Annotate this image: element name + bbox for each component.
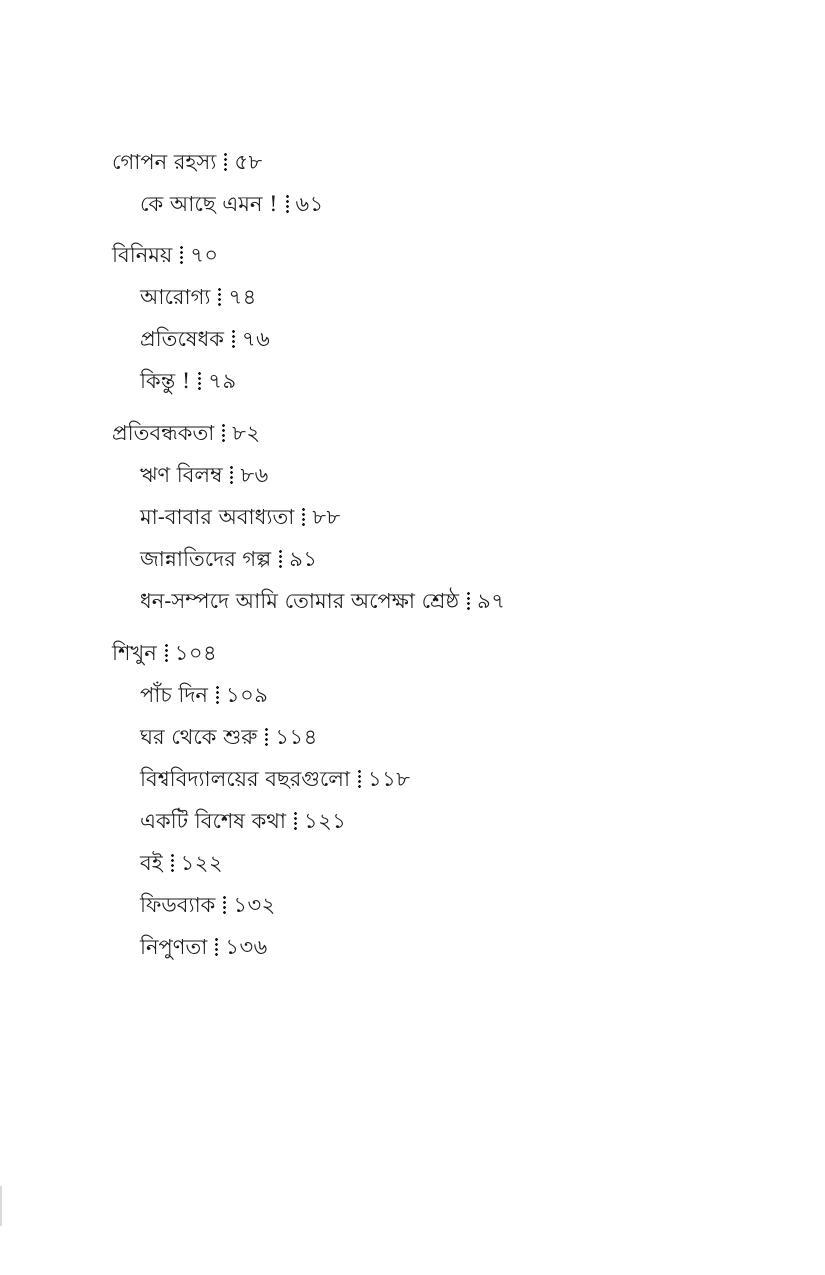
toc-entry-title: কিন্তু ! — [140, 369, 191, 393]
toc-entry-page: ৫৮ — [234, 150, 263, 174]
toc-entry-title: একটি বিশেষ কথা — [140, 809, 286, 833]
toc-entry-title: শিখুন — [112, 641, 157, 665]
toc-entry-title: ঘর থেকে শুরু — [140, 725, 258, 749]
toc-subentry[interactable] — [140, 807, 346, 835]
toc-entry-page: ৮৬ — [240, 463, 269, 487]
dotted-separator — [302, 507, 305, 527]
dotted-separator — [171, 853, 174, 873]
toc-entry-title: ঋণ বিলম্ব — [140, 463, 223, 487]
toc-subentry[interactable] — [140, 367, 237, 395]
toc-section-entry[interactable] — [112, 639, 217, 667]
page-edge-shadow — [0, 1186, 2, 1226]
toc-entry-title: জান্নাতিদের গল্প — [140, 547, 272, 571]
dotted-separator — [224, 152, 227, 172]
toc-subentry[interactable] — [140, 283, 257, 311]
toc-section-entry[interactable] — [112, 148, 263, 176]
toc-entry-title: ফিডব্যাক — [140, 893, 216, 917]
toc-subentry[interactable] — [140, 765, 410, 793]
toc-entry-page: ৭৯ — [208, 369, 237, 393]
dotted-separator — [286, 194, 289, 214]
toc-subentry[interactable] — [140, 891, 276, 919]
toc-entry-title: কে আছে এমন ! — [140, 192, 278, 216]
toc-entry-title: প্রতিবন্ধকতা — [112, 421, 215, 445]
toc-entry-title: নিপুণতা — [140, 935, 208, 959]
dotted-separator — [215, 937, 218, 957]
toc-entry-page: ৭৬ — [241, 327, 271, 351]
toc-entry-page: ৭০ — [190, 243, 219, 267]
dotted-separator — [165, 643, 168, 663]
toc-subentry[interactable] — [140, 503, 341, 531]
toc-entry-title: আরোগ্য — [140, 285, 211, 309]
toc-subentry[interactable] — [140, 190, 324, 218]
toc-subentry[interactable] — [140, 461, 269, 489]
dotted-separator — [198, 371, 201, 391]
toc-entry-page: ৬১ — [295, 192, 324, 216]
dotted-separator — [358, 769, 361, 789]
toc-entry-page: ১৩৬ — [225, 935, 268, 959]
toc-entry-page: ৮২ — [232, 421, 261, 445]
toc-subentry[interactable] — [140, 933, 268, 961]
toc-section-entry[interactable] — [112, 241, 219, 269]
toc-entry-page: ১৩২ — [233, 893, 276, 917]
toc-entry-title: পাঁচ দিন — [140, 683, 208, 707]
toc-section-entry[interactable] — [112, 419, 261, 447]
dotted-separator — [279, 549, 282, 569]
dotted-separator — [222, 423, 225, 443]
dotted-separator — [467, 591, 470, 611]
toc-entry-title: প্রতিষেধক — [140, 327, 224, 351]
toc-entry-page: ৭৪ — [228, 285, 257, 309]
toc-entry-page: ১১৮ — [368, 767, 411, 791]
toc-entry-title: বিনিময় — [112, 243, 173, 267]
dotted-separator — [265, 727, 268, 747]
toc-subentry[interactable] — [140, 325, 270, 353]
dotted-separator — [216, 685, 219, 705]
dotted-separator — [232, 329, 235, 349]
dotted-separator — [180, 245, 183, 265]
toc-subentry[interactable] — [140, 681, 268, 709]
toc-entry-page: ১০৯ — [225, 683, 269, 707]
toc-entry-page: ১২১ — [304, 809, 347, 833]
toc-subentry[interactable] — [140, 545, 317, 573]
dotted-separator — [218, 287, 221, 307]
toc-entry-page: ১২২ — [180, 851, 224, 875]
toc-entry-page: ৯১ — [289, 547, 318, 571]
dotted-separator — [223, 895, 226, 915]
toc-entry-page: ৯৭ — [477, 589, 506, 613]
toc-subentry[interactable] — [140, 587, 505, 615]
toc-subentry[interactable] — [140, 849, 223, 877]
toc-entry-title: মা-বাবার অবাধ্যতা — [140, 505, 295, 529]
toc-entry-page: ১০৪ — [174, 641, 218, 665]
toc-entry-title: ধন-সম্পদে আমি তোমার অপেক্ষা শ্রেষ্ঠ — [140, 589, 460, 613]
dotted-separator — [294, 811, 297, 831]
toc-entry-title: গোপন রহস্য — [112, 150, 217, 174]
toc-entry-page: ১১৪ — [275, 725, 318, 749]
toc-entry-title: বই — [140, 851, 163, 875]
toc-subentry[interactable] — [140, 723, 318, 751]
toc-entry-page: ৮৮ — [312, 505, 341, 529]
dotted-separator — [230, 465, 233, 485]
toc-entry-title: বিশ্ববিদ্যালয়ের বছরগুলো — [140, 767, 351, 791]
